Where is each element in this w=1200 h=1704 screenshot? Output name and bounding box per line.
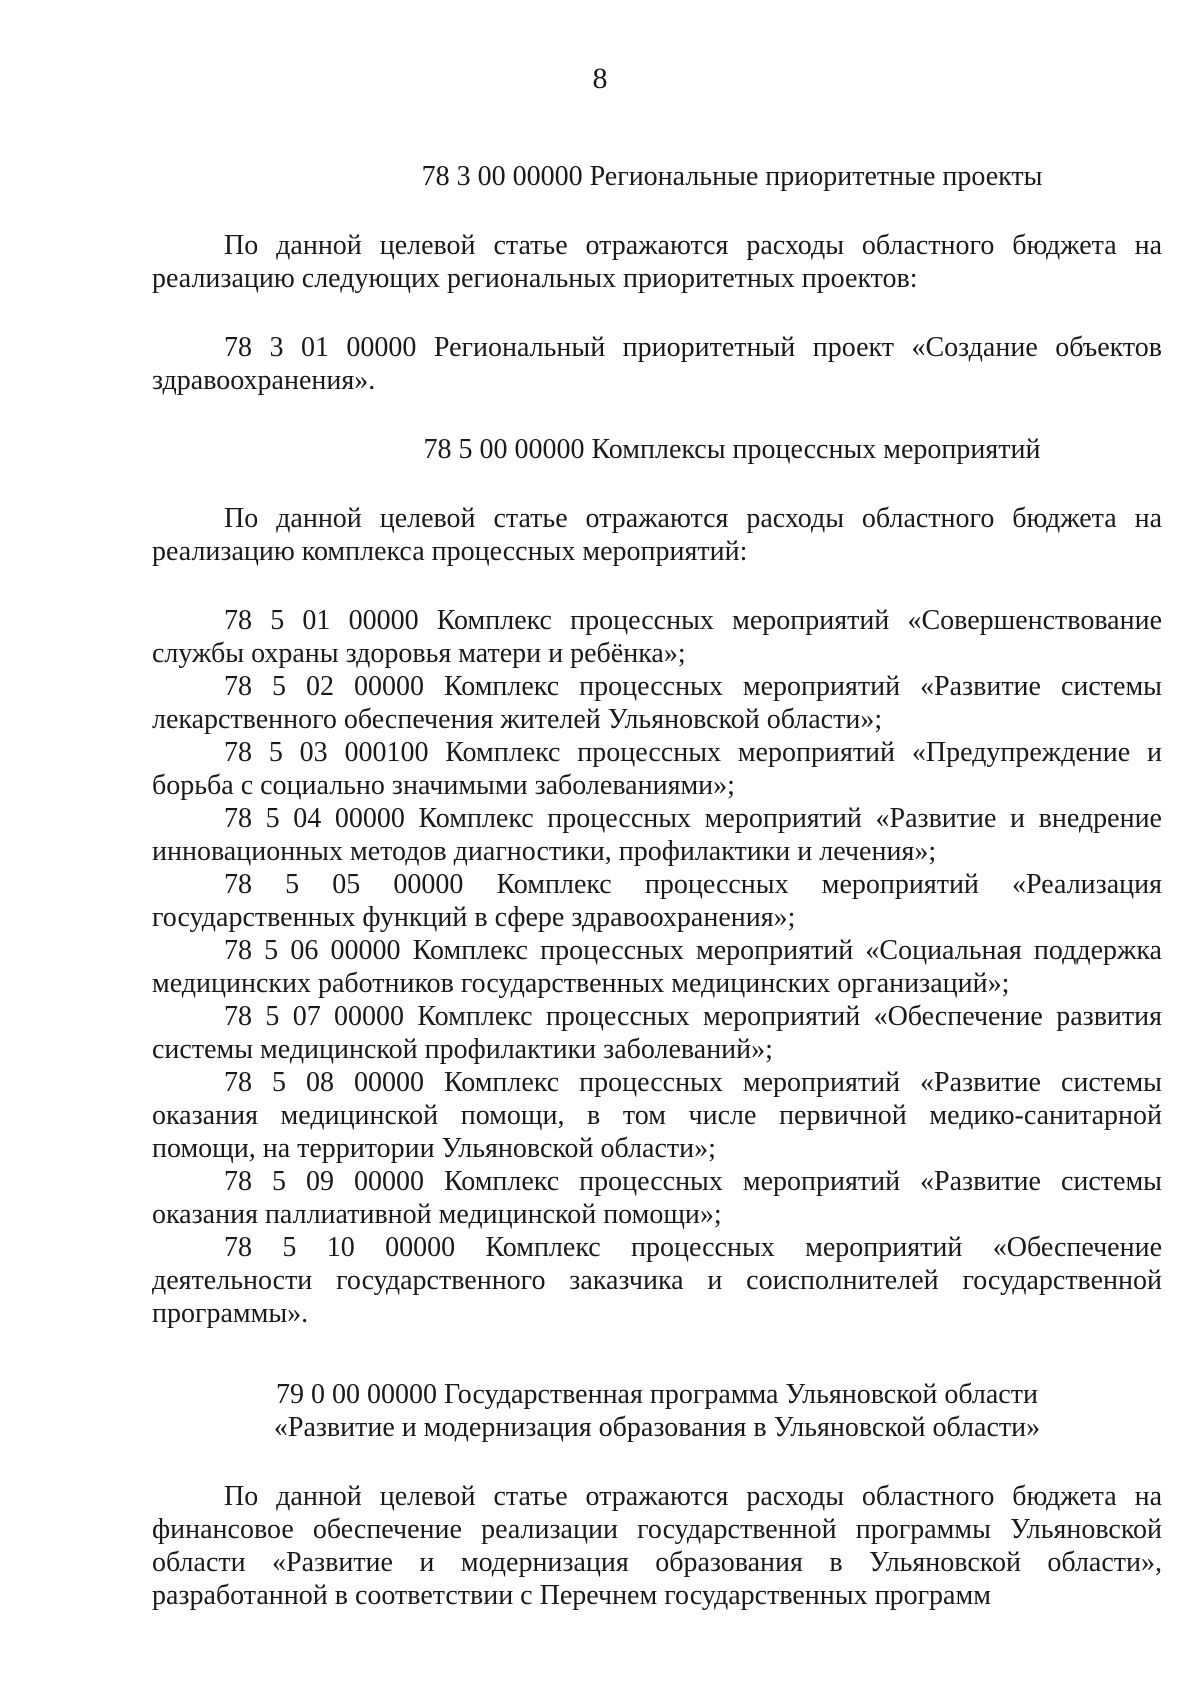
paragraph-process-complexes-intro: По данной целевой статье отражаются расходы областного бюджета на реализацию комплекса процессных мероприятий: bbox=[152, 503, 1162, 567]
section-heading-regional-projects: 78 3 00 00000 Региональные приоритетные проекты bbox=[421, 161, 1043, 192]
list-item-process-complex: 78 5 07 00000 Комплекс процессных мероприятий «Обеспечение развития системы медицинской профилактики заболеваний»; bbox=[152, 1001, 1162, 1065]
list-item-process-complex: 78 5 05 00000 Комплекс процессных мероприятий «Реализация государственных функций в сфере здравоохранения»; bbox=[152, 869, 1162, 933]
list-item-process-complex: 78 5 03 000100 Комплекс процессных мероприятий «Предупреждение и борьба с социально значимыми заболеваниями»; bbox=[152, 737, 1162, 801]
paragraph-education-program-intro: По данной целевой статье отражаются расходы областного бюджета на финансовое обеспечение реализации государственной программы Ульяновской области «Развитие и модернизация образования в Ульяновской области», разработанной в соответствии с Перечнем государственных программ bbox=[152, 1481, 1162, 1611]
list-item-process-complex: 78 5 08 00000 Комплекс процессных мероприятий «Развитие системы оказания медицинской помощи, в том числе первичной медико-санитарной помощи, на территории Ульяновской области»; bbox=[152, 1067, 1162, 1164]
list-item-process-complex: 78 5 04 00000 Комплекс процессных мероприятий «Развитие и внедрение инновационных методов диагностики, профилактики и лечения»; bbox=[152, 803, 1162, 867]
paragraph-regional-project-item: 78 3 01 00000 Региональный приоритетный проект «Создание объектов здравоохранения». bbox=[152, 332, 1162, 396]
paragraph-regional-projects-intro: По данной целевой статье отражаются расходы областного бюджета на реализацию следующих региональных приоритетных проектов: bbox=[152, 230, 1162, 294]
list-item-process-complex: 78 5 01 00000 Комплекс процессных мероприятий «Совершенствование службы охраны здоровья матери и ребёнка»; bbox=[152, 605, 1162, 669]
list-item-process-complex: 78 5 06 00000 Комплекс процессных мероприятий «Социальная поддержка медицинских работников государственных медицинских организаций»; bbox=[152, 935, 1162, 999]
section-heading-education-program-line1: 79 0 00 00000 Государственная программа Ульяновской области bbox=[276, 1379, 1038, 1410]
section-heading-process-complexes: 78 5 00 00000 Комплексы процессных мероприятий bbox=[423, 434, 1041, 465]
document-body bbox=[152, 160, 1162, 1612]
list-item-process-complex: 78 5 02 00000 Комплекс процессных мероприятий «Развитие системы лекарственного обеспечения жителей Ульяновской области»; bbox=[152, 671, 1162, 735]
list-item-process-complex: 78 5 10 00000 Комплекс процессных мероприятий «Обеспечение деятельности государственного заказчика и соисполнителей государственной программы». bbox=[152, 1232, 1162, 1329]
list-item-process-complex: 78 5 09 00000 Комплекс процессных мероприятий «Развитие системы оказания паллиативной медицинской помощи»; bbox=[152, 1166, 1162, 1230]
page-number: 8 bbox=[592, 62, 608, 95]
section-heading-education-program-line2: «Развитие и модернизация образования в Ульяновской области» bbox=[273, 1412, 1041, 1443]
